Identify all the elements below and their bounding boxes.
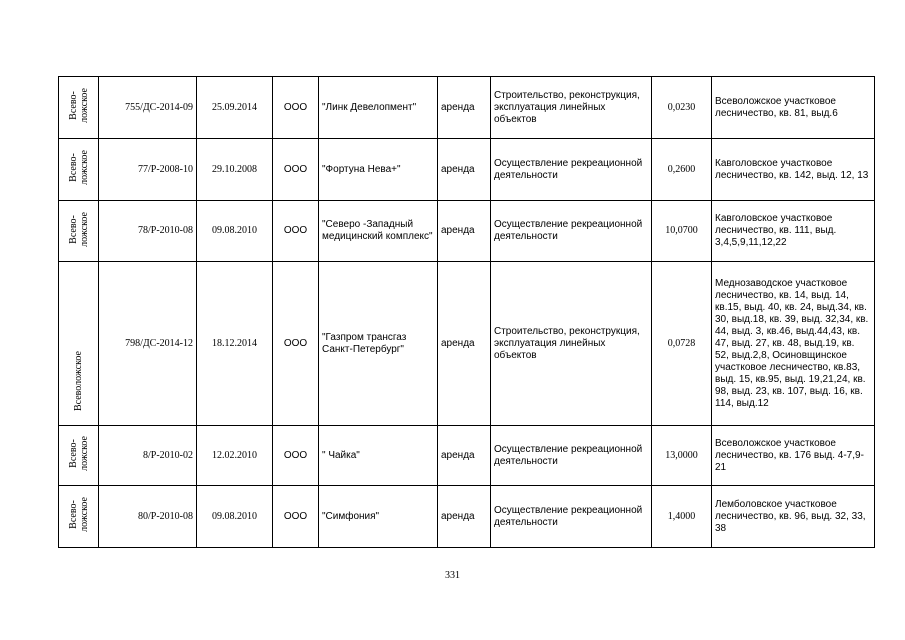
district-cell: Всеволожское	[59, 262, 99, 426]
usage-type: аренда	[438, 201, 491, 262]
usage-purpose: Осуществление рекреационной деятельности	[491, 486, 652, 548]
legal-form: ООО	[273, 77, 319, 139]
contract-number: 798/ДС-2014-12	[99, 262, 197, 426]
district-cell: Всево- ложское	[59, 77, 99, 139]
contract-date: 12.02.2010	[197, 426, 273, 486]
area-value: 10,0700	[652, 201, 712, 262]
area-value: 1,4000	[652, 486, 712, 548]
organization-name: "Линк Девелопмент"	[319, 77, 438, 139]
usage-type: аренда	[438, 262, 491, 426]
table-row	[59, 486, 875, 548]
contract-number: 78/Р-2010-08	[99, 201, 197, 262]
table-row	[59, 77, 875, 139]
legal-form: ООО	[273, 201, 319, 262]
organization-name: " Чайка"	[319, 426, 438, 486]
legal-form: ООО	[273, 426, 319, 486]
legal-form: ООО	[273, 262, 319, 426]
location-text: Всеволожское участковое лесничество, кв. 176 выд. 4-7,9-21	[712, 426, 875, 486]
area-value: 0,0230	[652, 77, 712, 139]
district-cell: Всево- ложское	[59, 201, 99, 262]
usage-type: аренда	[438, 77, 491, 139]
location-text: Меднозаводское участковое лесничество, кв. 14, выд. 14, кв.15, выд. 40, кв. 24, выд.34, кв. 30, выд.18, кв. 39, выд. 32,34, кв. 44, выд. 3, кв.46, выд.44,43, кв. 47, выд. 27, кв. 48, выд.19, кв. 52, выд.2,8, Осиновщинское участковое лесничество, кв.83, выд. 15, кв.95, выд. 19,21,24, кв. 98, выд. 23, кв. 107, выд. 16, кв. 114, выд.12	[712, 262, 875, 426]
area-value: 0,0728	[652, 262, 712, 426]
organization-name: "Северо -Западный медицинский комплекс"	[319, 201, 438, 262]
location-text: Кавголовское участковое лесничество, кв. 111, выд. 3,4,5,9,11,12,22	[712, 201, 875, 262]
area-value: 13,0000	[652, 426, 712, 486]
district-cell: Всево- ложское	[59, 486, 99, 548]
lease-registry-table	[58, 76, 875, 548]
location-text: Лемболовское участковое лесничество, кв. 96, выд. 32, 33, 38	[712, 486, 875, 548]
district-cell: Всево- ложское	[59, 139, 99, 201]
legal-form: ООО	[273, 139, 319, 201]
organization-name: "Газпром трансгаз Санкт-Петербург"	[319, 262, 438, 426]
contract-date: 29.10.2008	[197, 139, 273, 201]
contract-number: 80/Р-2010-08	[99, 486, 197, 548]
contract-number: 77/Р-2008-10	[99, 139, 197, 201]
contract-date: 09.08.2010	[197, 201, 273, 262]
contract-number: 755/ДС-2014-09	[99, 77, 197, 139]
area-value: 0,2600	[652, 139, 712, 201]
table-row	[59, 201, 875, 262]
table-row	[59, 139, 875, 201]
usage-purpose: Строительство, реконструкция, эксплуатация линейных объектов	[491, 262, 652, 426]
usage-type: аренда	[438, 426, 491, 486]
usage-purpose: Осуществление рекреационной деятельности	[491, 139, 652, 201]
page-number: 331	[445, 570, 460, 581]
district-cell: Всево- ложское	[59, 426, 99, 486]
usage-purpose: Осуществление рекреационной деятельности	[491, 201, 652, 262]
usage-purpose: Осуществление рекреационной деятельности	[491, 426, 652, 486]
contract-date: 09.08.2010	[197, 486, 273, 548]
table-row	[59, 262, 875, 426]
location-text: Кавголовское участковое лесничество, кв. 142, выд. 12, 13	[712, 139, 875, 201]
contract-number: 8/Р-2010-02	[99, 426, 197, 486]
table-row	[59, 426, 875, 486]
contract-date: 18.12.2014	[197, 262, 273, 426]
usage-type: аренда	[438, 139, 491, 201]
usage-purpose: Строительство, реконструкция, эксплуатация линейных объектов	[491, 77, 652, 139]
organization-name: "Симфония"	[319, 486, 438, 548]
legal-form: ООО	[273, 486, 319, 548]
location-text: Всеволожское участковое лесничество, кв. 81, выд.6	[712, 77, 875, 139]
usage-type: аренда	[438, 486, 491, 548]
contract-date: 25.09.2014	[197, 77, 273, 139]
organization-name: "Фортуна Нева+"	[319, 139, 438, 201]
